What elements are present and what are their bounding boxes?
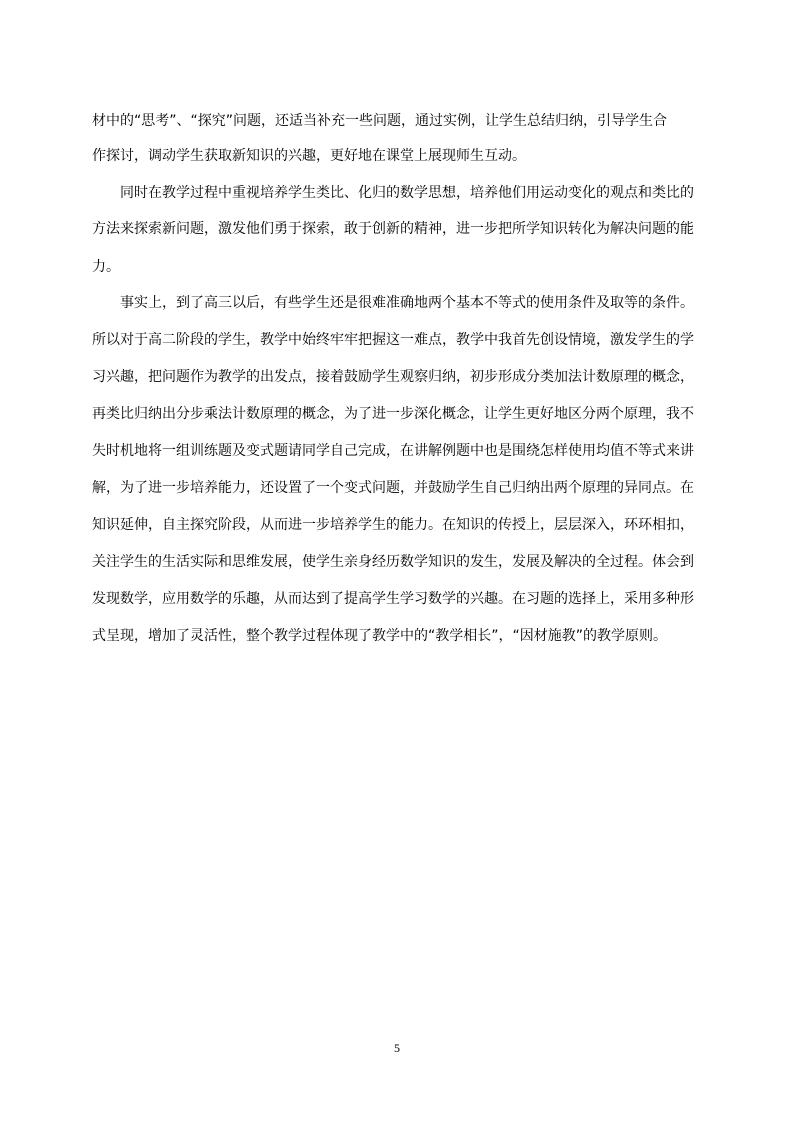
paragraph-3-line-8: 关注学生的生活实际和思维发展，使学生亲身经历数学知识的发生，发展及解决的全过程。体会到 bbox=[92, 554, 694, 570]
paragraph-3-line-9: 发现数学，应用数学的乐趣，从而达到了提高学生学习数学的兴趣。在习题的选择上，采用多种形 bbox=[92, 591, 694, 607]
paragraph-2-line-3: 力。 bbox=[92, 259, 120, 275]
paragraph-3-line-4: 再类比归纳出分步乘法计数原理的概念，为了进一步深化概念，让学生更好地区分两个原理，我不 bbox=[92, 406, 694, 422]
page-number: 5 bbox=[394, 1041, 400, 1055]
paragraph-2-line-2: 方法来探索新问题，激发他们勇于探索，敢于创新的精神，进一步把所学知识转化为解决问题的能 bbox=[92, 221, 694, 237]
paragraph-3-line-6: 解，为了进一步培养能力，还设置了一个变式问题，并鼓励学生自己归纳出两个原理的异同点。在 bbox=[92, 480, 694, 496]
paragraph-1-line-1: 材中的“思考”、“探究”问题，还适当补充一些问题，通过实例，让学生总结归纳，引导学生合 bbox=[92, 113, 668, 129]
paragraph-3-line-7: 知识延伸，自主探究阶段，从而进一步培养学生的能力。在知识的传授上，层层深入，环环相扣， bbox=[92, 517, 694, 533]
paragraph-3-line-1: 事实上，到了高三以后，有些学生还是很难准确地两个基本不等式的使用条件及取等的条件。 bbox=[120, 295, 694, 311]
paragraph-3-line-3: 习兴趣，把问题作为教学的出发点，接着鼓励学生观察归纳，初步形成分类加法计数原理的概念， bbox=[92, 369, 694, 385]
paragraph-3-line-2: 所以对于高二阶段的学生，教学中始终牢牢把握这一难点，教学中我首先创设情境，激发学生的学 bbox=[92, 332, 694, 348]
paragraph-2-line-1: 同时在教学过程中重视培养学生类比、化归的数学思想，培养他们用运动变化的观点和类比的 bbox=[120, 185, 694, 201]
paragraph-1-line-2: 作探讨，调动学生获取新知识的兴趣，更好地在课堂上展现师生互动。 bbox=[92, 148, 526, 164]
paragraph-3-line-10: 式呈现，增加了灵活性，整个教学过程体现了教学中的“教学相长”，“因材施教”的教学原则。 bbox=[92, 628, 668, 644]
paragraph-3-line-5: 失时机地将一组训练题及变式题请同学自己完成，在讲解例题中也是围绕怎样使用均值不等式来讲 bbox=[92, 443, 694, 459]
